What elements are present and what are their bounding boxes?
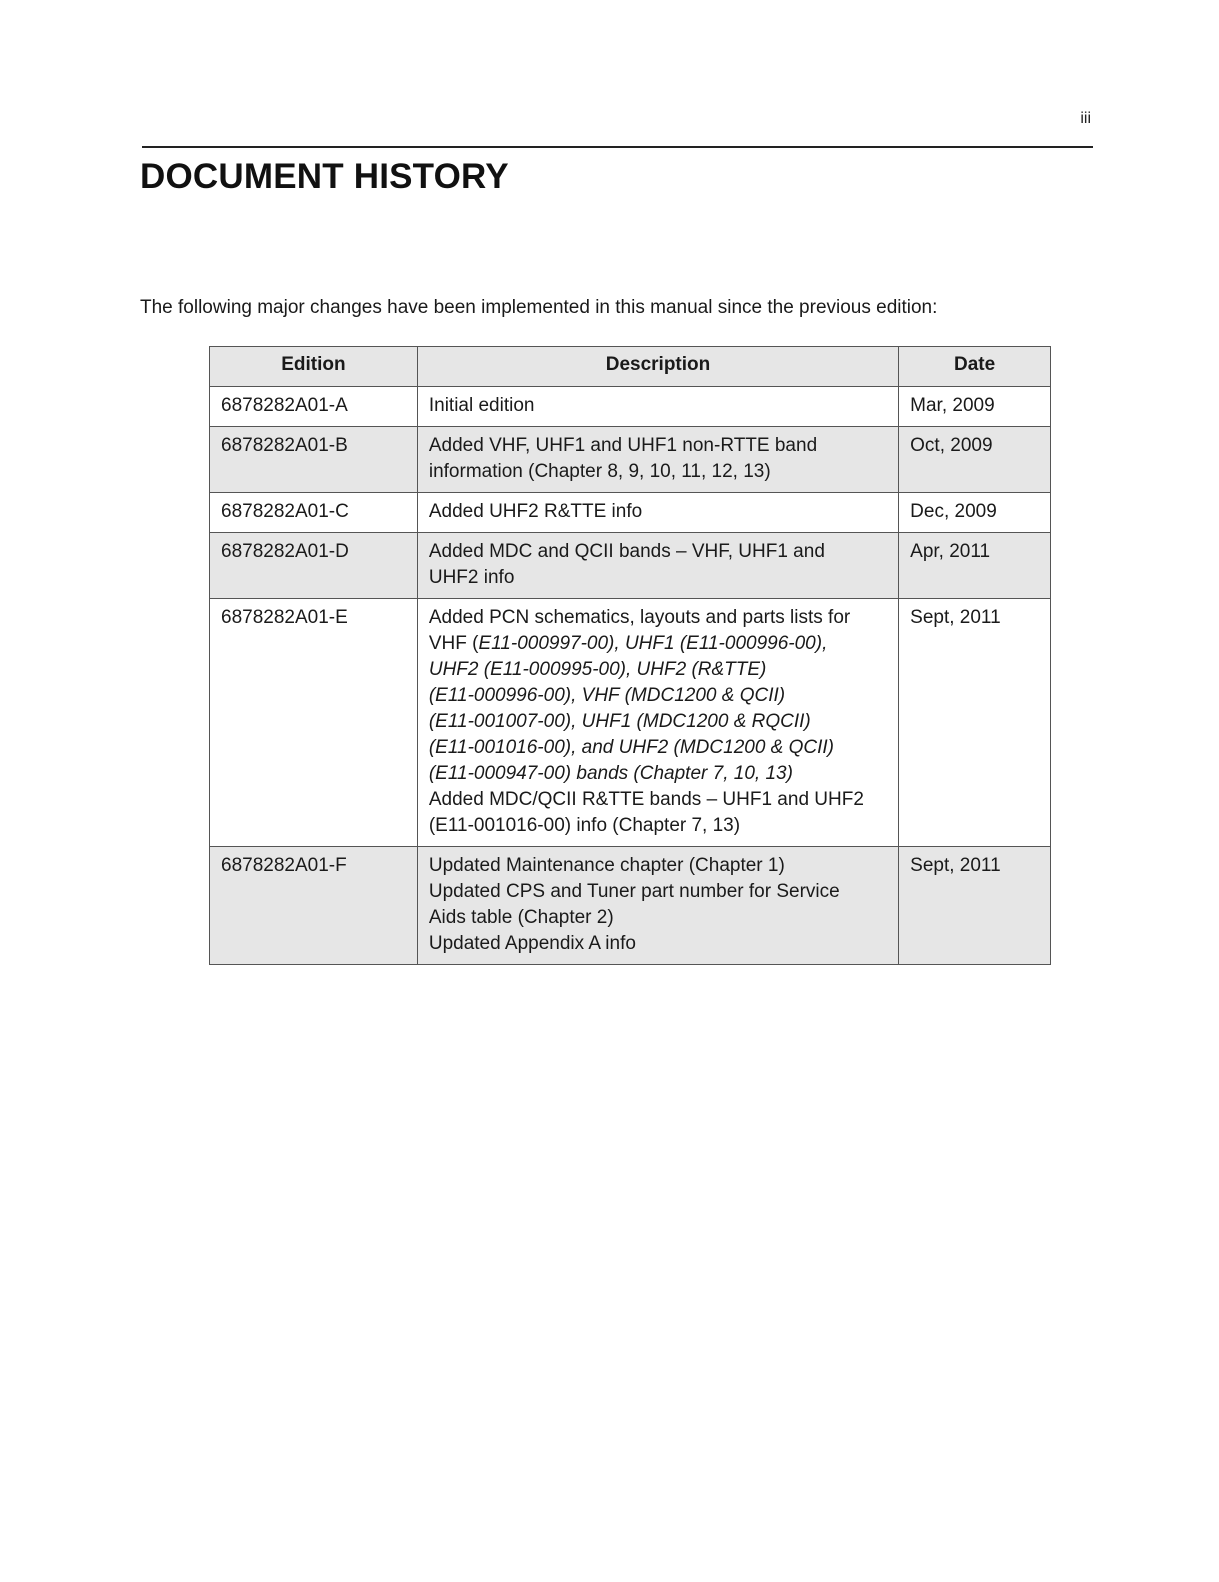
description-cell bbox=[417, 533, 898, 599]
description-line: Updated Appendix A info bbox=[428, 933, 636, 954]
table-header-row bbox=[210, 347, 1051, 387]
date-cell: Oct, 2009 bbox=[899, 427, 1051, 493]
description-line: (E11-001007-00), UHF1 (MDC1200 & RQCII) bbox=[428, 711, 811, 732]
description-line: Added MDC and QCII bands – VHF, UHF1 and bbox=[428, 541, 825, 562]
date-cell: Sept, 2011 bbox=[899, 847, 1051, 965]
page-number: iii bbox=[1080, 110, 1091, 127]
intro-text: The following major changes have been implemented in this manual since the previous edition: bbox=[140, 297, 938, 318]
date-cell: Mar, 2009 bbox=[899, 387, 1051, 427]
description-line: Added VHF, UHF1 and UHF1 non-RTTE band bbox=[428, 435, 818, 456]
description-line: Added MDC/QCII R&TTE bands – UHF1 and UHF2 bbox=[428, 789, 864, 810]
edition-cell: 6878282A01-C bbox=[210, 493, 418, 533]
edition-cell: 6878282A01-E bbox=[210, 599, 418, 847]
description-line: Added PCN schematics, layouts and parts lists for bbox=[428, 607, 851, 628]
description-line: Initial edition bbox=[428, 395, 535, 416]
description-line: (E11-000996-00), VHF (MDC1200 & QCII) bbox=[428, 685, 786, 706]
description-line: UHF2 (E11-000995-00), UHF2 (R&TTE) bbox=[428, 659, 767, 680]
description-cell bbox=[417, 847, 898, 965]
description-cell bbox=[417, 427, 898, 493]
description-line: Updated CPS and Tuner part number for Service bbox=[428, 881, 840, 902]
edition-cell: 6878282A01-D bbox=[210, 533, 418, 599]
header-date: Date bbox=[899, 347, 1051, 387]
description-line: (E11-000947-00) bands (Chapter 7, 10, 13) bbox=[428, 763, 793, 784]
edition-cell: 6878282A01-F bbox=[210, 847, 418, 965]
description-line: information (Chapter 8, 9, 10, 11, 12, 13) bbox=[428, 461, 771, 482]
table-row bbox=[210, 847, 1051, 965]
table-row bbox=[210, 533, 1051, 599]
table-row bbox=[210, 387, 1051, 427]
header-edition: Edition bbox=[210, 347, 418, 387]
description-line: Added UHF2 R&TTE info bbox=[428, 501, 643, 522]
date-cell: Apr, 2011 bbox=[899, 533, 1051, 599]
description-line: Aids table (Chapter 2) bbox=[428, 907, 614, 928]
header-description: Description bbox=[417, 347, 898, 387]
description-cell bbox=[417, 387, 898, 427]
page-title: DOCUMENT HISTORY bbox=[140, 157, 509, 196]
description-prefix: VHF ( bbox=[428, 633, 479, 654]
description-line: Updated Maintenance chapter (Chapter 1) bbox=[428, 855, 785, 876]
edition-cell: 6878282A01-A bbox=[210, 387, 418, 427]
description-line: (E11-001016-00), and UHF2 (MDC1200 & QCII) bbox=[428, 737, 835, 758]
date-cell: Sept, 2011 bbox=[899, 599, 1051, 847]
description-cell bbox=[417, 493, 898, 533]
description-cell bbox=[417, 599, 898, 847]
table-row bbox=[210, 599, 1051, 847]
date-cell: Dec, 2009 bbox=[899, 493, 1051, 533]
table-row bbox=[210, 493, 1051, 533]
description-line bbox=[429, 631, 887, 657]
description-line: UHF2 info bbox=[428, 567, 515, 588]
description-line: (E11-001016-00) info (Chapter 7, 13) bbox=[428, 815, 741, 836]
table-row bbox=[210, 427, 1051, 493]
document-history-table bbox=[209, 346, 1051, 965]
description-italic: E11-000997-00), UHF1 (E11-000996-00), bbox=[478, 633, 828, 654]
edition-cell: 6878282A01-B bbox=[210, 427, 418, 493]
header-rule bbox=[142, 146, 1093, 148]
